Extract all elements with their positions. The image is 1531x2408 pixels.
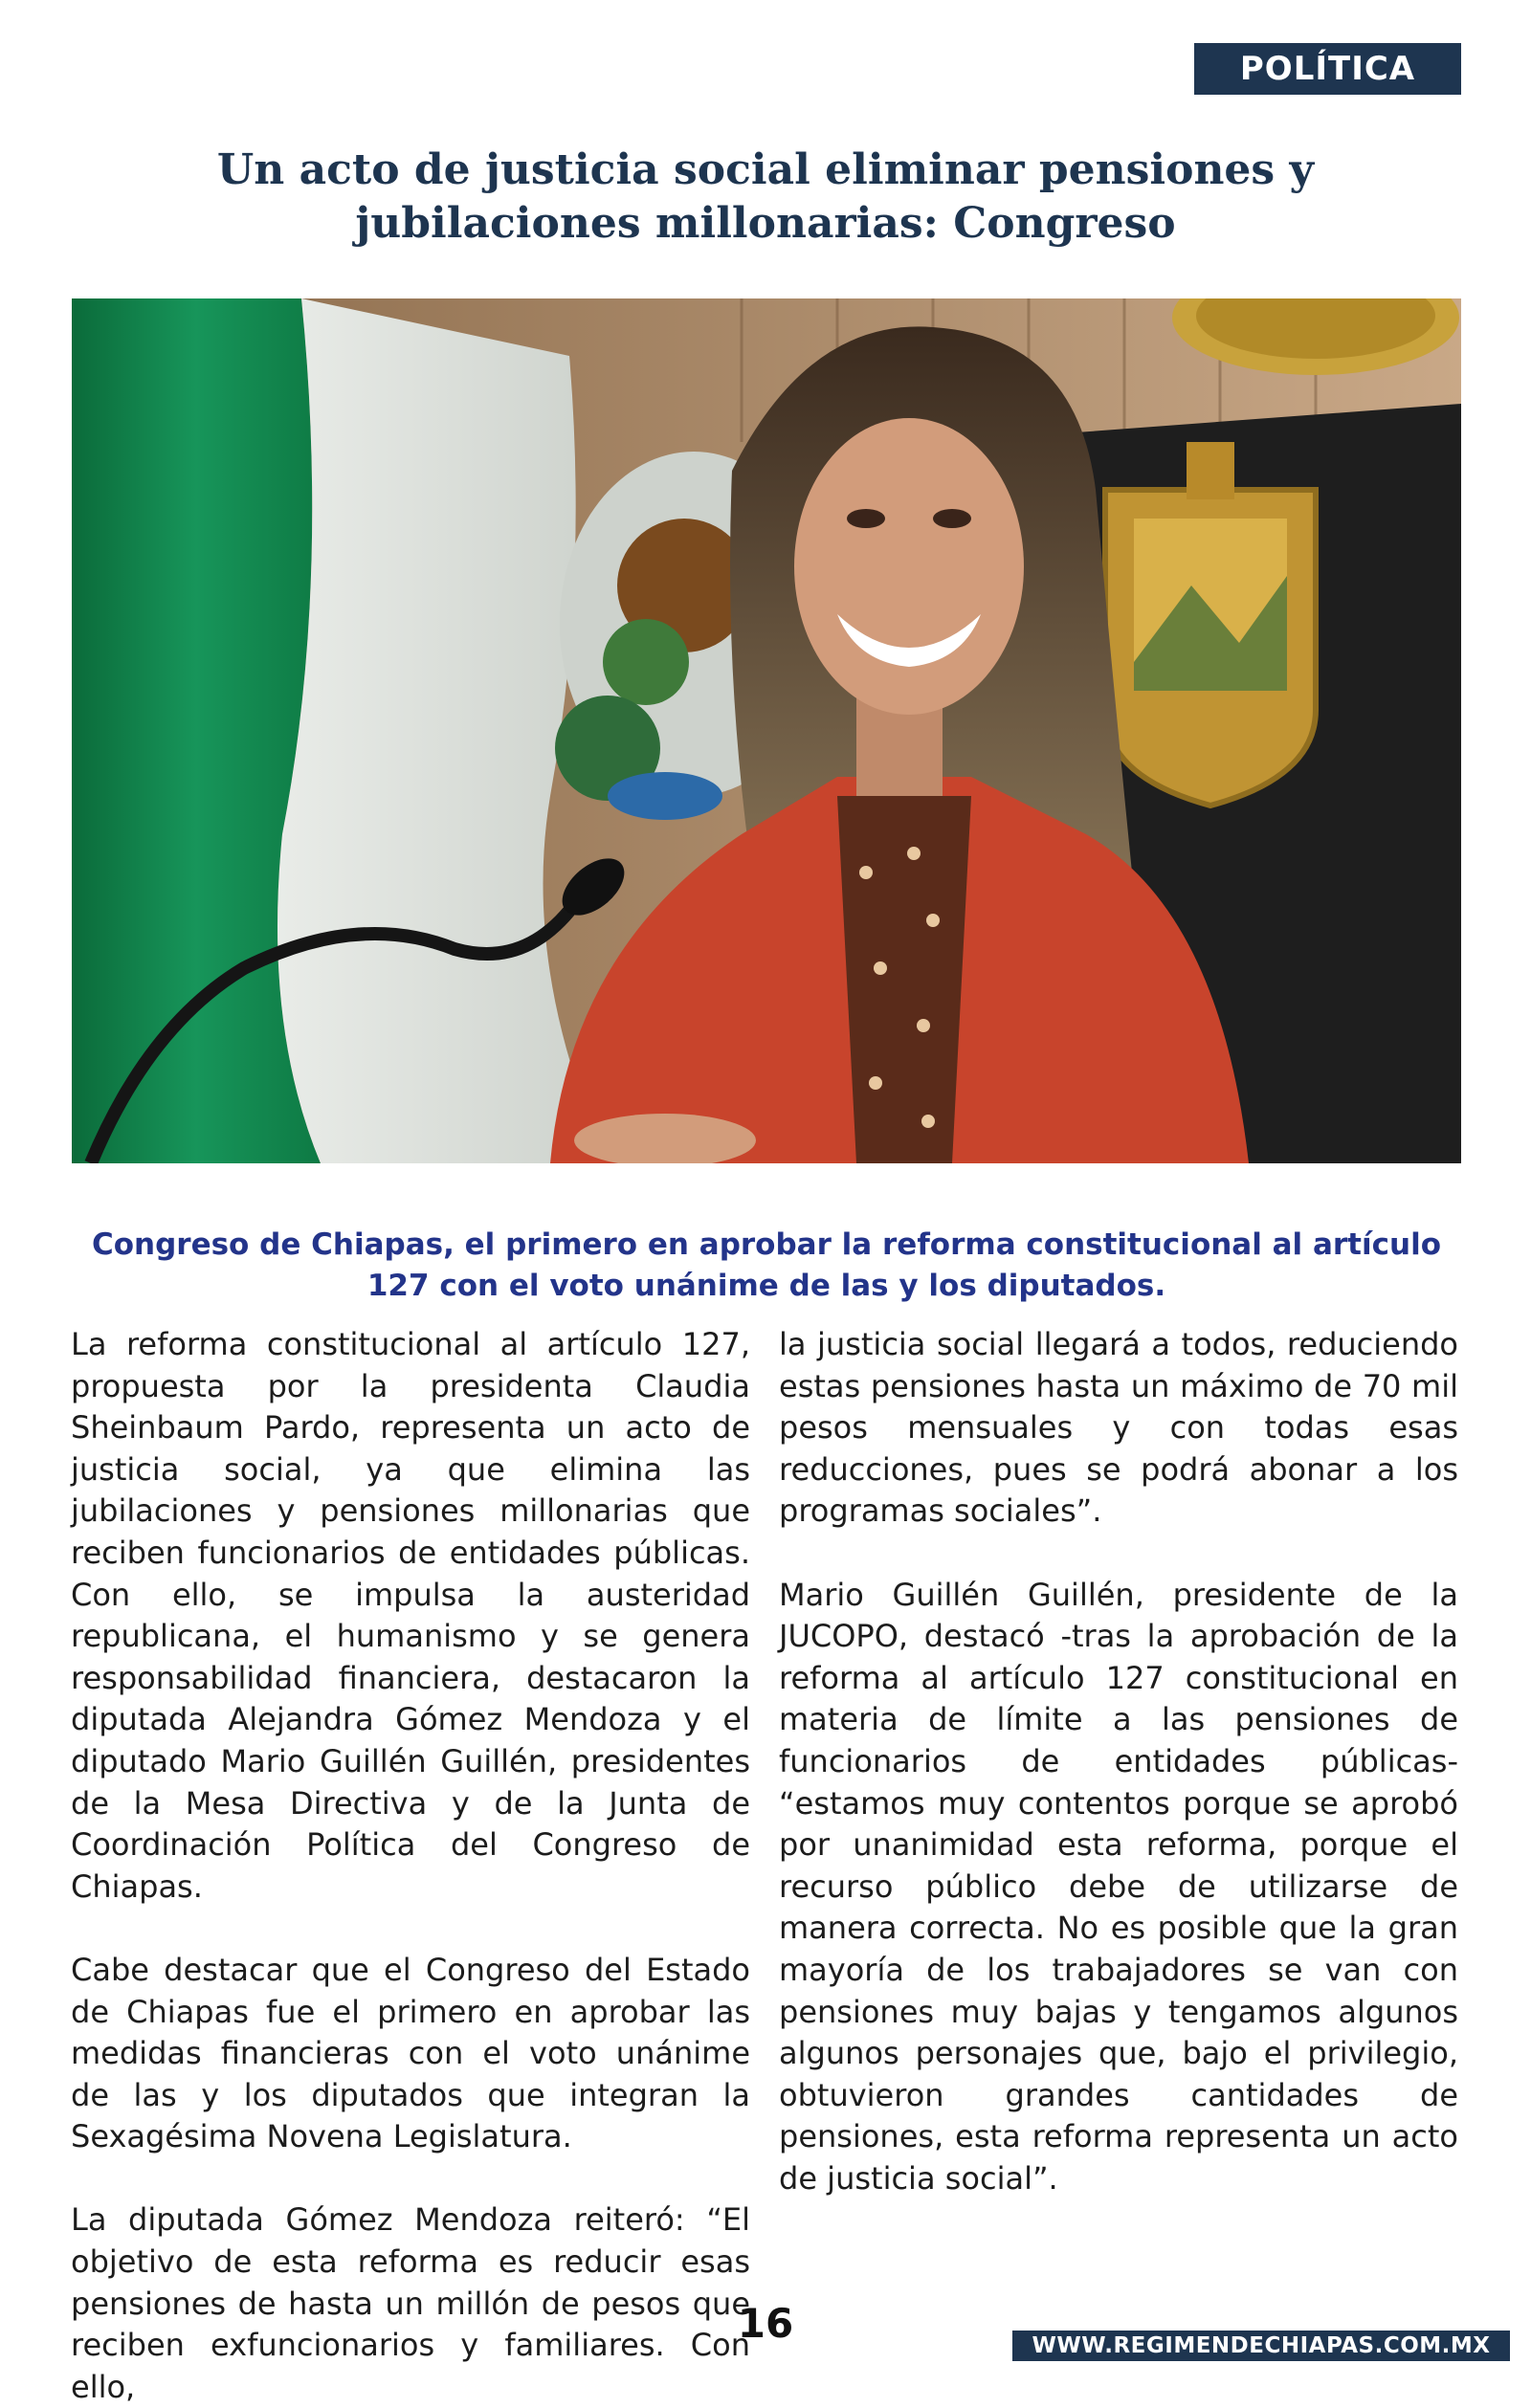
website-url[interactable]: WWW.REGIMENDECHIAPAS.COM.MX — [1012, 2331, 1510, 2361]
paragraph: la justicia social llegará a todos, reduciendo estas pensiones hasta un máximo de 70 mil pesos mensuales y con todas esas reducciones, pues se podrá abonar a los programas sociales”. — [779, 1326, 1458, 1530]
paragraph: La diputada Gómez Mendoza reiteró: “El objetivo de esta reforma es reducir esas pensiones de hasta un millón de pesos que reciben exfuncionarios y familiares. Con ello, — [71, 2201, 750, 2405]
paragraph: Mario Guillén Guillén, presidente de la JUCOPO, destacó -tras la aprobación de la reforma al artículo 127 constitucional en materia de límite a las pensiones de funcionarios de entidades públicas- “estamos muy contentos porque se aprobó por unanimidad esta reforma, porque el recurso público debe de utilizarse de manera correcta. No es posible que la gran mayoría de los trabajadores se van con pensiones muy bajas y tengamos algunos algunos personajes que, bajo el privilegio, obtuvieron grandes cantidades de pensiones, esta reforma representa un acto de justicia social”. — [779, 1576, 1458, 2197]
page-number: 16 — [737, 2300, 794, 2347]
article-column-right — [779, 1324, 1458, 2199]
section-tag: POLÍTICA — [1194, 43, 1461, 95]
article-column-left — [71, 1324, 750, 2408]
article-headline: Un acto de justicia social eliminar pensiones y jubilaciones millonarias: Congreso — [216, 145, 1315, 248]
photo-caption: Congreso de Chiapas, el primero en aprobar la reforma constitucional al artículo 127 con el voto unánime de las y los diputados. — [91, 1227, 1441, 1303]
article-photo — [72, 298, 1461, 1163]
paragraph: Cabe destacar que el Congreso del Estado de Chiapas fue el primero en aprobar las medidas financieras con el voto unánime de las y los diputados que integran la Sexagésima Novena Legislatura. — [71, 1951, 750, 2155]
paragraph: La reforma constitucional al artículo 127, propuesta por la presidenta Claudia Sheinbaum Pardo, representa un acto de justicia social, ya que elimina las jubilaciones y pensiones millonarias que reciben funcionarios de entidades públicas. Con ello, se impulsa la austeridad republicana, el humanismo y se genera responsabilidad financiera, destacaron la diputada Alejandra Gómez Mendoza y el diputado Mario Guillén Guillén, presidentes de la Mesa Directiva y de la Junta de Coordinación Política del Congreso de Chiapas. — [71, 1326, 750, 1905]
